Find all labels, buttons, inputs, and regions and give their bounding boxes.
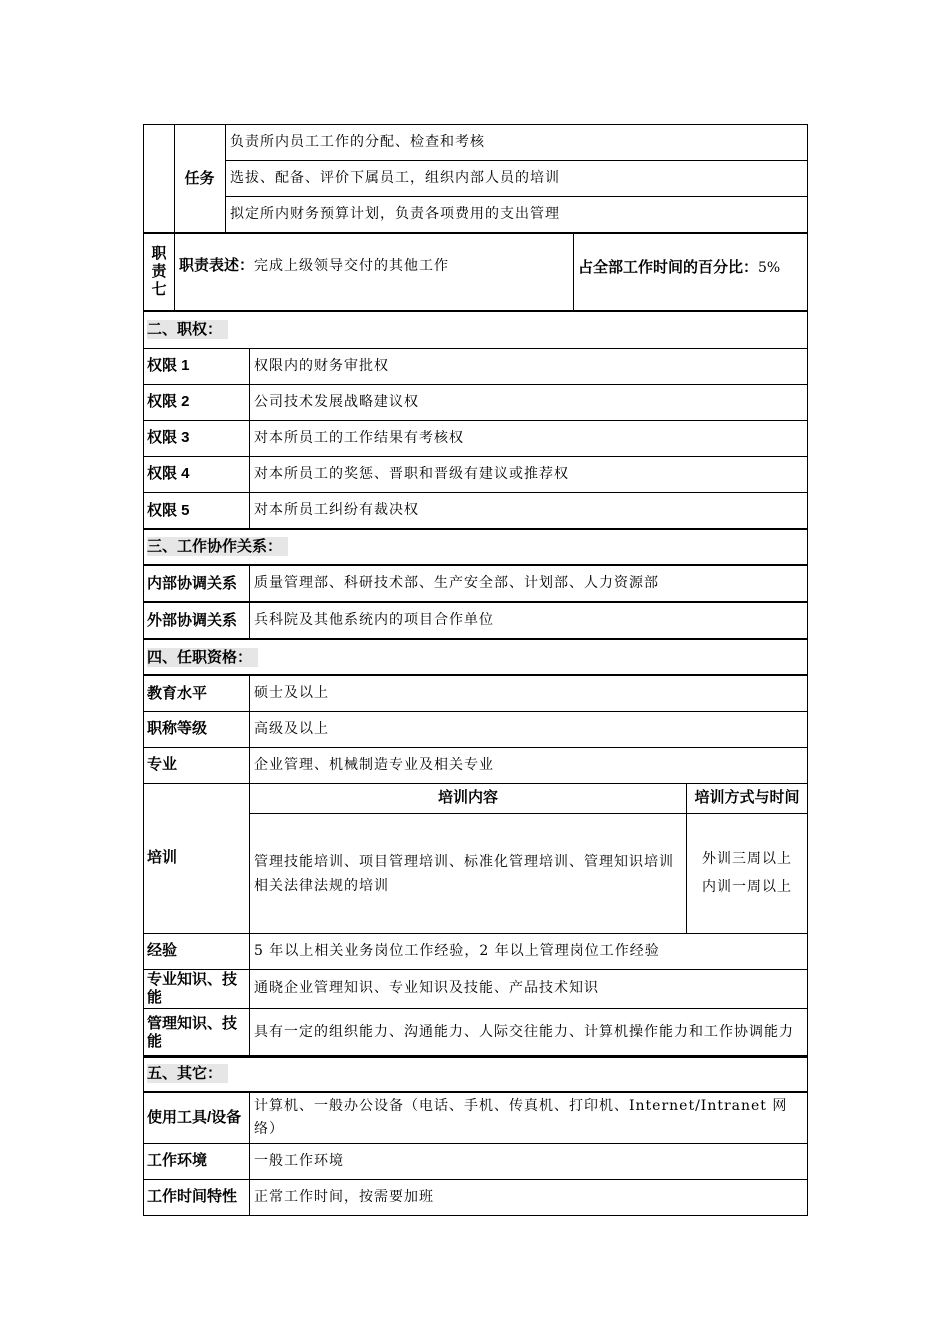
authority-value: 对本所员工的奖惩、晋职和晋级有建议或推荐权 bbox=[250, 456, 808, 492]
section-header bbox=[144, 1056, 808, 1092]
task-item: 拟定所内财务预算计划，负责各项费用的支出管理 bbox=[226, 197, 808, 233]
task-item: 选拔、配备、评价下属员工，组织内部人员的培训 bbox=[226, 161, 808, 197]
duty-block bbox=[143, 124, 807, 312]
duty-number-cell bbox=[144, 125, 175, 233]
training-label: 培训 bbox=[144, 783, 250, 933]
task-row bbox=[144, 125, 808, 161]
duty7-desc-label: 职责表述： bbox=[179, 256, 255, 274]
environment-value: 一般工作环境 bbox=[250, 1143, 808, 1179]
training-method bbox=[687, 813, 808, 933]
other-row bbox=[144, 1179, 808, 1215]
authority-label: 权限 1 bbox=[144, 348, 250, 384]
authority-value: 对本所员工的工作结果有考核权 bbox=[250, 420, 808, 456]
duty7-percentage bbox=[574, 233, 808, 311]
major-label: 专业 bbox=[144, 747, 250, 783]
qualification-row bbox=[144, 747, 808, 783]
task-row bbox=[144, 161, 808, 197]
experience-label: 经验 bbox=[144, 933, 250, 969]
title-level-value: 高级及以上 bbox=[250, 711, 808, 747]
training-method-header: 培训方式与时间 bbox=[687, 783, 808, 813]
training-content-header: 培训内容 bbox=[250, 783, 687, 813]
duty7-label-char: 七 bbox=[151, 280, 167, 298]
authority-row bbox=[144, 348, 808, 384]
duty7-label bbox=[144, 233, 175, 311]
authority-label: 权限 4 bbox=[144, 456, 250, 492]
experience-value: 5 年以上相关业务岗位工作经验，2 年以上管理岗位工作经验 bbox=[250, 933, 808, 969]
education-label: 教育水平 bbox=[144, 675, 250, 711]
relation-row bbox=[144, 565, 808, 602]
authority-value: 对本所员工纠纷有裁决权 bbox=[250, 492, 808, 529]
relation-label: 外部协调关系 bbox=[144, 602, 250, 639]
education-value: 硕士及以上 bbox=[250, 675, 808, 711]
other-row bbox=[144, 1092, 808, 1143]
section-title: 二、职权： bbox=[147, 320, 228, 339]
mgmt-skill-label: 管理知识、技能 bbox=[144, 1008, 250, 1057]
duty7-label-char: 责 bbox=[151, 262, 167, 280]
duty7-pct-label: 占全部工作时间的百分比： bbox=[578, 258, 759, 276]
training-method-line: 内训一周以上 bbox=[702, 879, 792, 895]
relation-row bbox=[144, 602, 808, 639]
task-label: 任务 bbox=[175, 125, 226, 233]
duty7-row bbox=[144, 233, 808, 311]
duty7-description bbox=[175, 233, 574, 311]
title-level-label: 职称等级 bbox=[144, 711, 250, 747]
task-item: 负责所内员工工作的分配、检查和考核 bbox=[226, 125, 808, 161]
training-content bbox=[250, 813, 687, 933]
duty7-label-char: 职 bbox=[151, 244, 167, 262]
section-header bbox=[144, 529, 808, 565]
authority-value: 权限内的财务审批权 bbox=[250, 348, 808, 384]
mgmt-skill-value: 具有一定的组织能力、沟通能力、人际交往能力、计算机操作能力和工作协调能力 bbox=[250, 1008, 808, 1057]
relation-label: 内部协调关系 bbox=[144, 565, 250, 602]
pro-skill-value: 通晓企业管理知识、专业知识及技能、产品技术知识 bbox=[250, 969, 808, 1008]
authority-label: 权限 3 bbox=[144, 420, 250, 456]
authority-section bbox=[143, 312, 807, 676]
authority-label: 权限 5 bbox=[144, 492, 250, 529]
authority-row bbox=[144, 384, 808, 420]
tools-label: 使用工具/设备 bbox=[144, 1092, 250, 1143]
relation-value: 质量管理部、科研技术部、生产安全部、计划部、人力资源部 bbox=[250, 565, 808, 602]
authority-label: 权限 2 bbox=[144, 384, 250, 420]
environment-label: 工作环境 bbox=[144, 1143, 250, 1179]
training-method-line: 外训三周以上 bbox=[702, 851, 792, 867]
authority-row bbox=[144, 420, 808, 456]
work-time-value: 正常工作时间，按需要加班 bbox=[250, 1179, 808, 1215]
qualification-row bbox=[144, 711, 808, 747]
authority-row bbox=[144, 492, 808, 529]
major-value: 企业管理、机械制造专业及相关专业 bbox=[250, 747, 808, 783]
qualification-row bbox=[144, 1008, 808, 1057]
relation-value: 兵科院及其他系统内的项目合作单位 bbox=[250, 602, 808, 639]
work-time-label: 工作时间特性 bbox=[144, 1179, 250, 1215]
duty7-desc-value: 完成上级领导交付的其他工作 bbox=[254, 257, 450, 274]
section-title: 五、其它： bbox=[147, 1064, 228, 1083]
authority-row bbox=[144, 456, 808, 492]
qualifications-section bbox=[143, 674, 807, 1058]
section-header bbox=[144, 312, 808, 348]
training-header-row bbox=[144, 783, 808, 813]
duty7-pct-value: 5% bbox=[758, 259, 781, 276]
authority-value: 公司技术发展战略建议权 bbox=[250, 384, 808, 420]
qualification-row bbox=[144, 933, 808, 969]
section-header bbox=[144, 639, 808, 675]
qualification-row bbox=[144, 969, 808, 1008]
task-row bbox=[144, 197, 808, 233]
section-title: 三、工作协作关系： bbox=[147, 537, 288, 556]
training-content-line: 管理技能培训、项目管理培训、标准化管理培训、管理知识培训 bbox=[254, 854, 674, 870]
tools-value: 计算机、一般办公设备（电话、手机、传真机、打印机、Internet/Intranet 网络） bbox=[250, 1092, 808, 1143]
qualification-row bbox=[144, 675, 808, 711]
pro-skill-label: 专业知识、技能 bbox=[144, 969, 250, 1008]
training-content-line: 相关法律法规的培训 bbox=[254, 878, 389, 894]
other-section bbox=[143, 1055, 807, 1216]
section-title: 四、任职资格： bbox=[147, 648, 258, 667]
other-row bbox=[144, 1143, 808, 1179]
